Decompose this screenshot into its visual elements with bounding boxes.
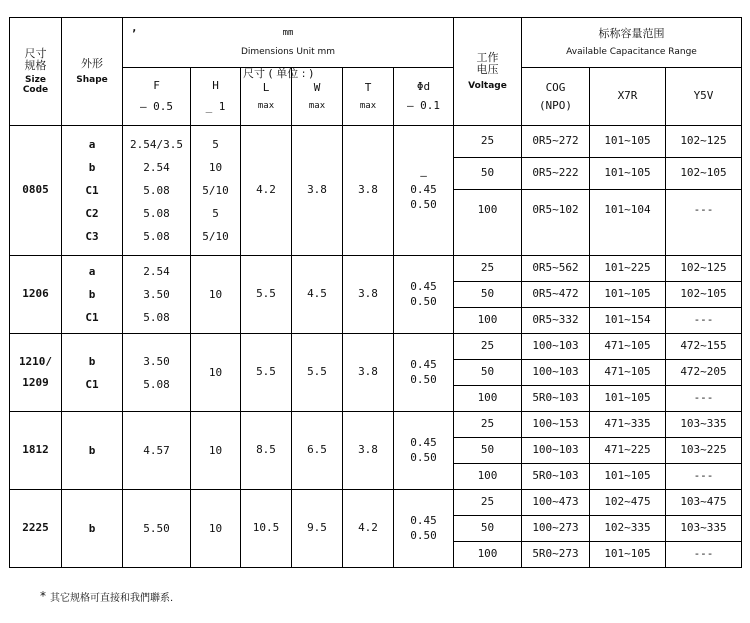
d-value: 0.50 xyxy=(410,528,437,542)
w-value: 6.5 xyxy=(307,443,327,457)
h-header xyxy=(191,68,241,126)
size-cell xyxy=(10,256,62,334)
d-value: 0.50 xyxy=(410,294,437,308)
y5v-value: 102~125 xyxy=(666,126,742,158)
y5v-value: --- xyxy=(666,464,742,490)
cog-value: 100~273 xyxy=(522,516,590,542)
voltage-header xyxy=(454,18,522,126)
w-label: W xyxy=(313,81,321,94)
y5v-value: 102~125 xyxy=(666,256,742,282)
w-value: 9.5 xyxy=(307,521,327,535)
footnote xyxy=(40,589,173,604)
f-label: F xyxy=(153,78,160,92)
shape-value: a xyxy=(88,138,96,151)
shape-cell xyxy=(62,490,123,568)
cog-value: 5R0~103 xyxy=(522,464,590,490)
t-value: 4.2 xyxy=(358,521,378,535)
h-tolerance: _ 1 xyxy=(205,99,226,113)
cog-value: 0R5~332 xyxy=(522,308,590,334)
voltage-value: 50 xyxy=(454,158,522,190)
x7r-value: 101~225 xyxy=(590,256,666,282)
y5v-value: 102~105 xyxy=(666,158,742,190)
f-value: 4.57 xyxy=(143,444,170,457)
t-label: T xyxy=(364,81,372,94)
y5v-value: --- xyxy=(666,386,742,412)
f-value: 5.08 xyxy=(143,207,170,220)
d-cell xyxy=(394,490,454,568)
d-header xyxy=(394,68,454,126)
y5v-value: --- xyxy=(666,190,742,256)
h-value: 5 xyxy=(212,138,219,151)
cog-value: 100~473 xyxy=(522,490,590,516)
voltage-header-cn: 工作 电压 xyxy=(476,50,499,77)
header-comma: , xyxy=(131,21,138,34)
cog-value: 100~103 xyxy=(522,334,590,360)
size-value: 1210/ 1209 xyxy=(18,354,53,389)
capacitance-header-en: Available Capacitance Range xyxy=(566,46,697,57)
y5v-value: 472~205 xyxy=(666,360,742,386)
table-row xyxy=(10,334,742,360)
voltage-value: 50 xyxy=(454,360,522,386)
w-value: 5.5 xyxy=(307,365,327,379)
shape-value: b xyxy=(88,522,96,535)
size-value: 2225 xyxy=(22,521,49,535)
w-cell xyxy=(292,126,343,256)
cog-value: 0R5~562 xyxy=(522,256,590,282)
x7r-value: 102~475 xyxy=(590,490,666,516)
h-value: 10 xyxy=(208,444,223,457)
voltage-value: 50 xyxy=(454,282,522,308)
d-value: — xyxy=(420,169,427,183)
x7r-value: 101~105 xyxy=(590,386,666,412)
x7r-value: 101~105 xyxy=(590,158,666,190)
voltage-value: 25 xyxy=(454,126,522,158)
voltage-value: 50 xyxy=(454,438,522,464)
h-value: 5/10 xyxy=(202,230,229,243)
f-value: 2.54 xyxy=(143,161,170,174)
h-value: 5 xyxy=(212,207,219,220)
capacitor-spec-table xyxy=(9,17,742,568)
shape-value: C1 xyxy=(85,184,99,197)
cog-label: COG (NPO) xyxy=(538,80,573,112)
size-header-en: Size Code xyxy=(22,74,49,96)
f-cell xyxy=(123,490,191,568)
cog-value: 5R0~103 xyxy=(522,386,590,412)
t-cell xyxy=(343,126,394,256)
t-cell xyxy=(343,334,394,412)
table-row xyxy=(10,126,742,158)
l-cell xyxy=(241,256,292,334)
shape-value: b xyxy=(88,288,96,301)
y5v-header xyxy=(666,68,742,126)
size-cell xyxy=(10,126,62,256)
h-value: 10 xyxy=(208,366,223,379)
shape-value: C2 xyxy=(85,207,99,220)
size-cell xyxy=(10,412,62,490)
cog-value: 0R5~272 xyxy=(522,126,590,158)
shape-cell xyxy=(62,412,123,490)
f-cell xyxy=(123,126,191,256)
h-cell xyxy=(191,256,241,334)
voltage-value: 25 xyxy=(454,334,522,360)
w-cell xyxy=(292,256,343,334)
t-cell xyxy=(343,490,394,568)
f-value: 5.08 xyxy=(143,230,170,243)
cog-header xyxy=(522,68,590,126)
voltage-value: 100 xyxy=(454,386,522,412)
size-header-cn: 尺寸 规格 xyxy=(24,46,47,73)
x7r-value: 101~105 xyxy=(590,126,666,158)
l-cell xyxy=(241,490,292,568)
size-value: 1812 xyxy=(22,443,49,457)
f-cell xyxy=(123,334,191,412)
y5v-value: --- xyxy=(666,542,742,568)
f-header xyxy=(123,68,191,126)
cog-value: 100~103 xyxy=(522,360,590,386)
size-header xyxy=(10,18,62,126)
voltage-value: 100 xyxy=(454,308,522,334)
h-value: 10 xyxy=(208,161,223,174)
shape-cell xyxy=(62,126,123,256)
voltage-value: 25 xyxy=(454,256,522,282)
f-value: 5.08 xyxy=(143,311,170,324)
l-sub: max xyxy=(257,100,275,111)
d-value: 0.45 xyxy=(410,436,437,450)
t-header xyxy=(343,68,393,125)
footnote-mark: * xyxy=(40,589,46,603)
x7r-value: 101~105 xyxy=(590,542,666,568)
h-value: 10 xyxy=(208,522,223,535)
x7r-value: 101~154 xyxy=(590,308,666,334)
l-value: 5.5 xyxy=(256,287,276,301)
f-value: 2.54 xyxy=(143,265,170,278)
d-value: 0.50 xyxy=(410,197,437,211)
table-row xyxy=(10,412,742,438)
size-value: 1206 xyxy=(22,287,49,301)
cog-value: 5R0~273 xyxy=(522,542,590,568)
shape-header-cn: 外形 xyxy=(81,57,103,70)
cog-value: 0R5~222 xyxy=(522,158,590,190)
t-value: 3.8 xyxy=(358,365,378,379)
t-value: 3.8 xyxy=(358,287,378,301)
t-value: 3.8 xyxy=(358,183,378,197)
d-value: 0.45 xyxy=(410,183,437,197)
shape-cell xyxy=(62,256,123,334)
shape-value: a xyxy=(88,265,96,278)
shape-value: b xyxy=(88,161,96,174)
l-value: 10.5 xyxy=(252,521,280,535)
d-value: 0.50 xyxy=(410,450,437,464)
footnote-text: 其它规格可直接和我們聯系. xyxy=(50,593,174,604)
shape-value: b xyxy=(88,354,96,368)
dimensions-header xyxy=(123,18,454,68)
f-value: 2.54/3.5 xyxy=(130,138,183,151)
y5v-value: --- xyxy=(666,308,742,334)
h-cell xyxy=(191,126,241,256)
shape-cell xyxy=(62,334,123,412)
d-cell xyxy=(394,126,454,256)
f-value: 3.50 xyxy=(143,354,170,368)
shape-value: C3 xyxy=(85,230,99,243)
w-cell xyxy=(292,334,343,412)
f-tolerance: — 0.5 xyxy=(139,99,174,113)
w-value: 4.5 xyxy=(307,287,327,301)
capacitance-header-cn: 标称容量范围 xyxy=(598,27,665,40)
f-value: 5.50 xyxy=(143,522,170,535)
shape-value: C1 xyxy=(85,311,99,324)
l-cell xyxy=(241,126,292,256)
x7r-value: 101~105 xyxy=(590,464,666,490)
l-value: 4.2 xyxy=(256,183,276,197)
x7r-value: 101~105 xyxy=(590,282,666,308)
voltage-value: 100 xyxy=(454,464,522,490)
dimensions-label-cn: 尺寸 ( 单位 : ) xyxy=(243,67,314,80)
lwt-header xyxy=(241,68,394,126)
l-value: 8.5 xyxy=(256,443,276,457)
capacitance-header xyxy=(522,18,742,68)
d-value: 0.45 xyxy=(410,280,437,294)
shape-header-en: Shape xyxy=(76,74,108,85)
y5v-value: 103~335 xyxy=(666,412,742,438)
size-cell xyxy=(10,334,62,412)
d-value: 0.45 xyxy=(410,358,437,372)
voltage-value: 25 xyxy=(454,490,522,516)
x7r-header xyxy=(590,68,666,126)
y5v-value: 103~335 xyxy=(666,516,742,542)
x7r-value: 101~104 xyxy=(590,190,666,256)
t-value: 3.8 xyxy=(358,443,378,457)
d-value: 0.45 xyxy=(410,514,437,528)
t-cell xyxy=(343,256,394,334)
h-value: 10 xyxy=(208,288,223,301)
d-value: 0.50 xyxy=(410,372,437,386)
table-row xyxy=(10,256,742,282)
cog-value: 0R5~472 xyxy=(522,282,590,308)
shape-value: C1 xyxy=(85,377,99,391)
l-label: L xyxy=(262,81,270,94)
l-cell xyxy=(241,412,292,490)
voltage-value: 100 xyxy=(454,542,522,568)
h-label: H xyxy=(212,78,219,92)
x7r-value: 471~105 xyxy=(590,334,666,360)
h-value: 5/10 xyxy=(202,184,229,197)
d-label: Φd xyxy=(416,79,431,93)
y5v-value: 102~105 xyxy=(666,282,742,308)
cog-value: 0R5~102 xyxy=(522,190,590,256)
d-tolerance: — 0.1 xyxy=(406,98,441,112)
t-sub: max xyxy=(359,100,377,111)
h-cell xyxy=(191,490,241,568)
w-value: 3.8 xyxy=(307,183,327,197)
voltage-value: 50 xyxy=(454,516,522,542)
cog-value: 100~103 xyxy=(522,438,590,464)
size-value: 0805 xyxy=(22,183,49,197)
voltage-value: 25 xyxy=(454,412,522,438)
y5v-value: 103~475 xyxy=(666,490,742,516)
x7r-value: 471~225 xyxy=(590,438,666,464)
y5v-value: 472~155 xyxy=(666,334,742,360)
w-sub: max xyxy=(308,100,326,111)
y5v-label: Y5V xyxy=(693,89,714,103)
size-cell xyxy=(10,490,62,568)
d-cell xyxy=(394,256,454,334)
d-cell xyxy=(394,334,454,412)
l-cell xyxy=(241,334,292,412)
cog-value: 100~153 xyxy=(522,412,590,438)
w-cell xyxy=(292,412,343,490)
dimensions-unit: mm xyxy=(282,28,294,39)
f-value: 5.08 xyxy=(143,377,170,391)
d-cell xyxy=(394,412,454,490)
l-value: 5.5 xyxy=(256,365,276,379)
shape-header xyxy=(62,18,123,126)
x7r-value: 471~335 xyxy=(590,412,666,438)
f-value: 5.08 xyxy=(143,184,170,197)
x7r-value: 102~335 xyxy=(590,516,666,542)
voltage-value: 100 xyxy=(454,190,522,256)
voltage-header-en: Voltage xyxy=(468,80,507,91)
t-cell xyxy=(343,412,394,490)
dimensions-label-en: Dimensions Unit mm xyxy=(240,46,336,57)
x7r-value: 471~105 xyxy=(590,360,666,386)
f-value: 3.50 xyxy=(143,288,170,301)
table-row xyxy=(10,490,742,516)
h-cell xyxy=(191,334,241,412)
h-cell xyxy=(191,412,241,490)
y5v-value: 103~225 xyxy=(666,438,742,464)
f-cell xyxy=(123,412,191,490)
shape-value: b xyxy=(88,444,96,457)
w-cell xyxy=(292,490,343,568)
x7r-label: X7R xyxy=(617,89,638,103)
f-cell xyxy=(123,256,191,334)
